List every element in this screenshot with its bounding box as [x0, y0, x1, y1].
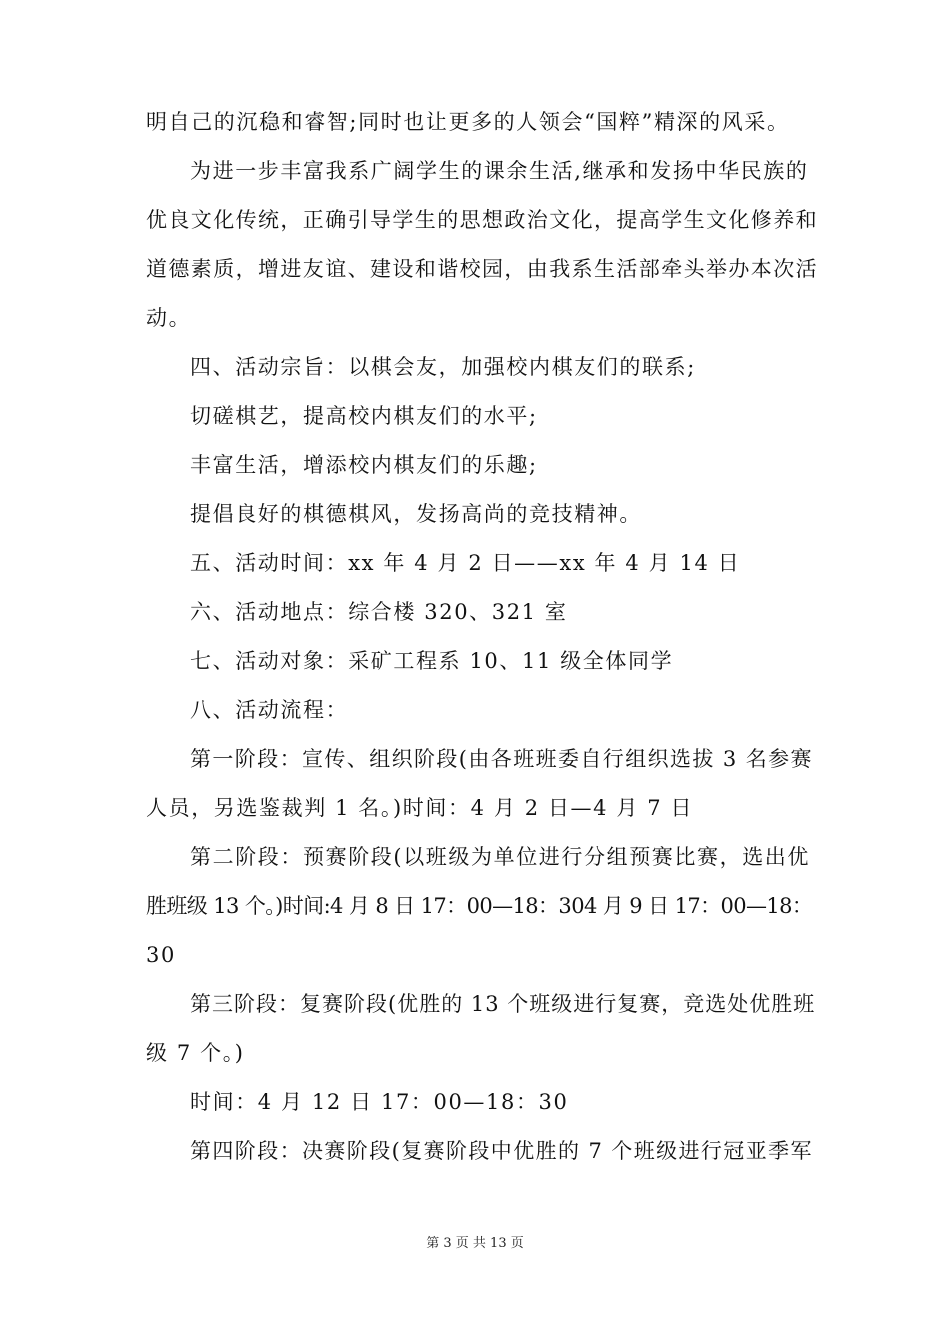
text-line-17: 胜班级 13 个。)时间:4 月 8 日 17：00—18：304 月 9 日 17：00—18：: [146, 894, 813, 918]
text-line-22: 第四阶段：决赛阶段(复赛阶段中优胜的 7 个班级进行冠亚季军: [190, 1139, 813, 1163]
document-body: [146, 98, 818, 1176]
text-line-14: 第一阶段：宣传、组织阶段(由各班班委自行组织选拔 3 名参赛: [190, 747, 813, 771]
text-line-3: 优良文化传统，正确引导学生的思想政治文化，提高学生文化修养和: [146, 208, 818, 232]
text-line-21: 时间：4 月 12 日 17：00—18：30: [190, 1090, 569, 1114]
text-line-12: 七、活动对象：采矿工程系 10、11 级全体同学: [190, 649, 674, 673]
text-line-19: 第三阶段：复赛阶段(优胜的 13 个班级进行复赛，竞选处优胜班: [190, 992, 816, 1016]
text-line-18: 30: [146, 943, 176, 967]
text-line-2: 为进一步丰富我系广阔学生的课余生活,继承和发扬中华民族的: [190, 159, 809, 183]
text-line-13: 八、活动流程：: [190, 698, 349, 722]
text-line-10: 五、活动时间：xx 年 4 月 2 日——xx 年 4 月 14 日: [190, 551, 741, 575]
text-line-20: 级 7 个。): [146, 1041, 245, 1065]
text-line-9: 提倡良好的棋德棋风，发扬高尚的竞技精神。: [190, 502, 642, 526]
text-line-5: 动。: [146, 306, 192, 330]
page-footer: 第 3 页 共 13 页: [426, 1236, 524, 1251]
text-line-15: 人员，另选鉴裁判 1 名。)时间：4 月 2 日—4 月 7 日: [146, 796, 694, 820]
text-line-8: 丰富生活，增添校内棋友们的乐趣;: [190, 453, 538, 477]
text-line-1: 明自己的沉稳和睿智;同时也让更多的人领会“国粹”精深的风采。: [146, 110, 790, 134]
text-line-11: 六、活动地点：综合楼 320、321 室: [190, 600, 568, 624]
text-line-7: 切磋棋艺，提高校内棋友们的水平;: [190, 404, 538, 428]
text-line-16: 第二阶段：预赛阶段(以班级为单位进行分组预赛比赛，选出优: [190, 845, 810, 869]
text-line-6: 四、活动宗旨：以棋会友，加强校内棋友们的联系;: [190, 355, 696, 379]
text-line-4: 道德素质，增进友谊、建设和谐校园，由我系生活部牵头举办本次活: [146, 257, 818, 281]
